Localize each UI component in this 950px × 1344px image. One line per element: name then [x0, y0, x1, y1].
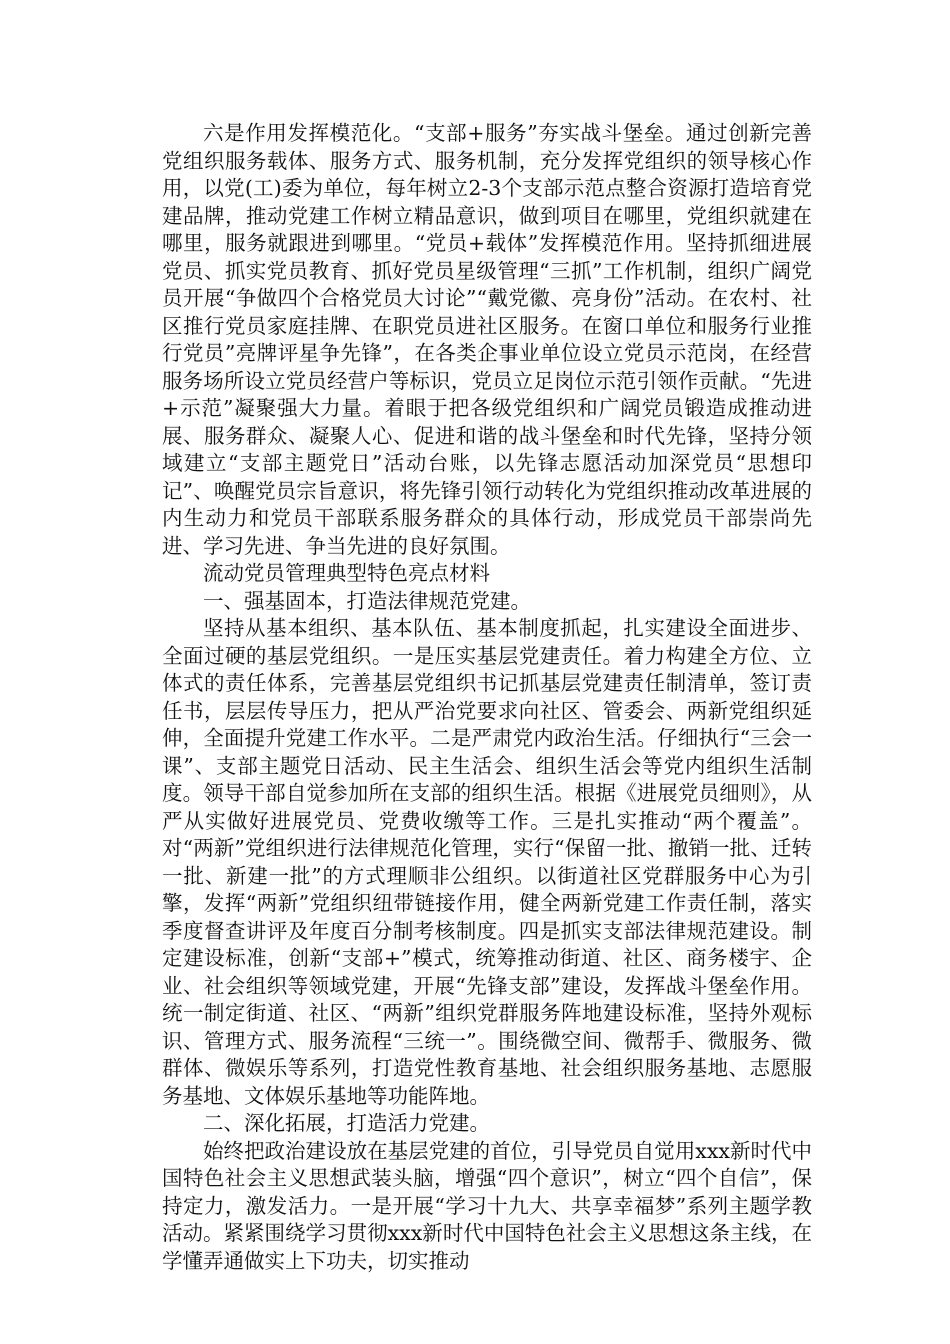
paragraph-political: 始终把政治建设放在基层党建的首位，引导党员自觉用xxx新时代中国特色社会主义思想武装头脑，增强“四个意识”，树立“四个自信”，保持定力，激发活力。一是开展“学习十九大、共享幸福梦”系列主题学教活动。紧紧围绕学习贯彻xxx新时代中国特色社会主义思想这条主线，在学懂弄通做实上下功夫，切实推动	[162, 1138, 812, 1273]
paragraph-role-model: 六是作用发挥模范化。“支部+服务”夯实战斗堡垒。通过创新完善党组织服务载体、服务方式、服务机制，充分发挥党组织的领导核心作用，以党(工)委为单位，每年树立2-3个支部示范点整合资源打造培育党建品牌，推动党建工作树立精品意识，做到项目在哪里，党组织就建在哪里，服务就跟进到哪里。“党员+载体”发挥模范作用。坚持抓细进展党员、抓实党员教育、抓好党员星级管理“三抓”工作机制，组织广阔党员开展“争做四个合格党员大讨论”“戴党徽、亮身份”活动。在农村、社区推行党员家庭挂牌、在职党员进社区服务。在窗口单位和服务行业推行党员”亮牌评星争先锋”，在各类企事业单位设立党员示范岗，在经营服务场所设立党员经营户等标识，党员立足岗位示范引领作贡献。“先进+示范”凝聚强大力量。着眼于把各级党组织和广阔党员锻造成推动进展、服务群众、凝聚人心、促进和谐的战斗堡垒和时代先锋，坚持分领域建立“支部主题党日”活动台账，以先锋志愿活动加深党员“思想印记”、唤醒党员宗旨意识，将先锋引领行动转化为党组织推动改革进展的内生动力和党员干部联系服务群众的具体行动，形成党员干部崇尚先进、学习先进、争当先进的良好氛围。	[162, 121, 812, 558]
document-body	[162, 120, 812, 1275]
heading-two: 二、深化拓展，打造活力党建。	[203, 1111, 490, 1135]
paragraph-foundation: 坚持从基本组织、基本队伍、基本制度抓起，扎实建设全面进步、全面过硬的基层党组织。一是压实基层党建责任。着力构建全方位、立体式的责任体系，完善基层党组织书记抓基层党建责任制清单，签订责任书，层层传导压力，把从严治党要求向社区、管委会、两新党组织延伸，全面提升党建工作水平。二是严肃党内政治生活。仔细执行“三会一课”、支部主题党日活动、民主生活会、组织生活会等党内组织生活制度。领导干部自觉参加所在支部的组织生活。根据《进展党员细则》，从严从实做好进展党员、党费收缴等工作。三是扎实推动“两个覆盖”。对“两新”党组织进行法律规范化管理，实行“保留一批、撤销一批、迁转一批、新建一批”的方式理顺非公组织。以街道社区党群服务中心为引擎，发挥“两新”党组织纽带链接作用，健全两新党建工作责任制，落实季度督查讲评及年度百分制考核制度。四是抓实支部法律规范建设。制定建设标准，创新“支部+”模式，统筹推动街道、社区、商务楼宇、企业、社会组织等领域党建，开展“先锋支部”建设，发挥战斗堡垒作用。统一制定街道、社区、“两新”组织党群服务阵地建设标准，坚持外观标识、管理方式、服务流程“三统一”。围绕微空间、微帮手、微服务、微群体、微娱乐等系列，打造党性教育基地、社会组织服务基地、志愿服务基地、文体娱乐基地等功能阵地。	[162, 616, 812, 1108]
heading-one: 一、强基固本，打造法律规范党建。	[203, 588, 531, 613]
section-title: 流动党员管理典型特色亮点材料	[203, 561, 490, 585]
